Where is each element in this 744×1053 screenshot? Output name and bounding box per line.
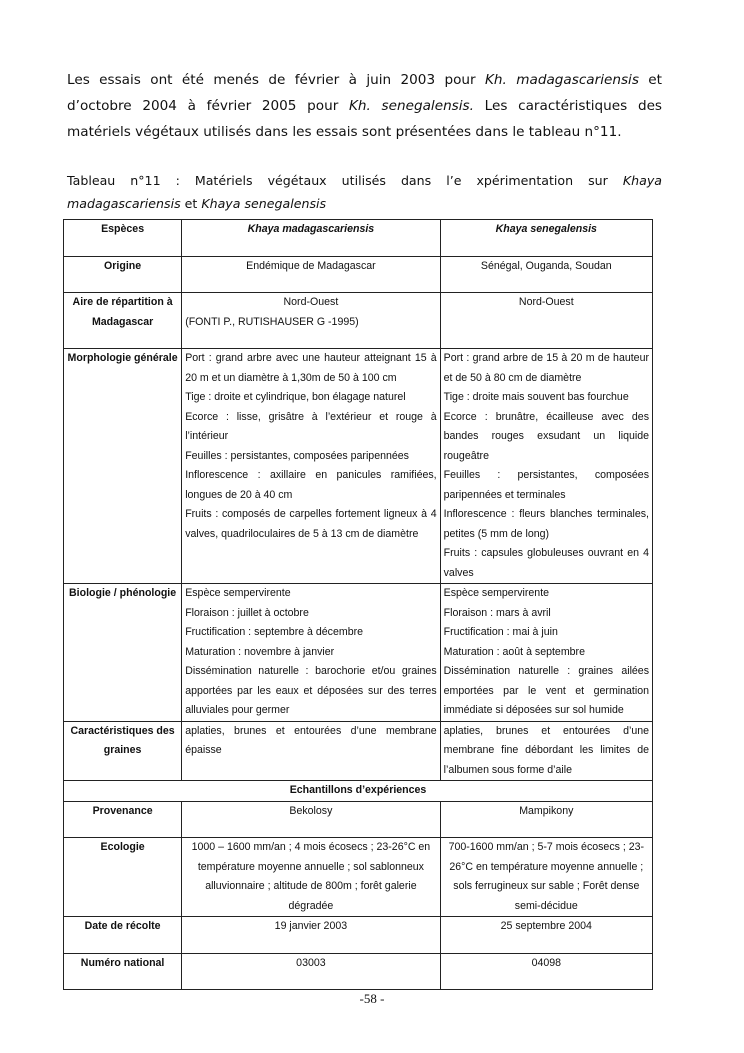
morph2-port: Port : grand arbre de 15 à 20 m de hauteur et de 50 à 80 cm de diamètre (443, 352, 649, 384)
row-morphologie (64, 349, 653, 584)
species-table (63, 219, 653, 990)
header-col2: Khaya senegalensis (440, 220, 652, 257)
bio2-dissemination: Dissémination naturelle : graines ailées emportées par le vent et germination immédiate si déposées sur sol humide (443, 665, 649, 716)
ecologie-col2: 700-1600 mm/an ; 5-7 mois écosecs ; 23-26°C en température moyenne annuelle ; sols ferrugineux sur sable ; Forêt dense semi-décidue (440, 838, 652, 917)
morph1-port: Port : grand arbre avec une hauteur atteignant 15 à 20 m et un diamètre à 1,30m de 50 à 100 cm (185, 352, 437, 384)
morph2-tige: Tige : droite mais souvent bas fourchue (443, 391, 629, 403)
section-title: Echantillons d’expériences (64, 781, 653, 802)
biologie-label: Biologie / phénologie (64, 584, 182, 722)
graines-col1: aplaties, brunes et entourées d’une membrane épaisse (182, 721, 440, 781)
morph1-inflorescence: Inflorescence : axillaire en panicules ramifiées, longues de 20 à 40 cm (185, 469, 437, 501)
caption-species-1: Khaya madagascariensis (67, 173, 662, 211)
biologie-col1 (182, 584, 440, 722)
aire-col1-value: Nord-Ouest (283, 296, 339, 308)
table-header-row (64, 220, 653, 257)
graines-col2: aplaties, brunes et entourées d’une membrane fine débordant les limites de l’albumen sous forme d’aile (440, 721, 652, 781)
provenance-col2: Mampikony (440, 801, 652, 838)
origine-col1: Endémique de Madagascar (182, 256, 440, 293)
bio1-fructification: Fructification : septembre à décembre (185, 626, 364, 638)
intro-text-2: et d’octobre 2004 à février 2005 pour (67, 72, 662, 114)
aire-col1-ref: (FONTI P., RUTISHAUSER G -1995) (185, 315, 359, 328)
row-recolte (64, 917, 653, 954)
morph1-feuilles: Feuilles : persistantes, composées paripennées (185, 449, 409, 462)
intro-text-3: Les caractéristiques des matériels végétaux utilisés dans les essais sont présentées dans le tableau n°11. (67, 98, 663, 140)
morph1-fruits: Fruits : composés de carpelles fortement ligneux à 4 valves, quadriloculaires de 5 à 13 cm de diamètre (185, 508, 437, 540)
numero-col2: 04098 (440, 953, 652, 990)
row-numero (64, 953, 653, 990)
morphologie-label: Morphologie générale (64, 349, 182, 584)
morph2-feuilles: Feuilles : persistantes, composées paripennées et terminales (443, 469, 649, 501)
provenance-label: Provenance (64, 801, 182, 838)
origine-col2: Sénégal, Ouganda, Soudan (440, 256, 652, 293)
row-ecologie (64, 838, 653, 917)
table-caption (67, 169, 662, 215)
bio2-fructification: Fructification : mai à juin (443, 626, 558, 638)
intro-paragraph (67, 67, 662, 145)
origine-label: Origine (64, 256, 182, 293)
row-section (64, 781, 653, 802)
graines-label: Caractéristiques des graines (64, 721, 182, 781)
bio1-dissemination: Dissémination naturelle : barochorie et/ou graines apportées par les eaux et déposées sur des terres alluviales pour germer (185, 665, 437, 716)
bio1-maturation: Maturation : novembre à janvier (185, 645, 335, 658)
ecologie-label: Ecologie (64, 838, 182, 917)
bio2-maturation: Maturation : août à septembre (443, 645, 585, 658)
bio1-espece: Espèce sempervirente (185, 587, 291, 599)
intro-species-2: Kh. senegalensis. (349, 98, 474, 114)
header-label: Espèces (64, 220, 182, 257)
row-biologie (64, 584, 653, 722)
aire-col1 (182, 293, 440, 349)
morph1-tige: Tige : droite et cylindrique, bon élagage naturel (185, 391, 406, 403)
morphologie-col2 (440, 349, 652, 584)
provenance-col1: Bekolosy (182, 801, 440, 838)
bio2-espece: Espèce sempervirente (443, 587, 550, 599)
row-graines (64, 721, 653, 781)
row-provenance (64, 801, 653, 838)
biologie-col2 (440, 584, 652, 722)
bio1-floraison: Floraison : juillet à octobre (185, 606, 309, 619)
morph2-inflorescence: Inflorescence : fleurs blanches terminales, petites (5 mm de long) (443, 508, 649, 540)
row-aire (64, 293, 653, 349)
numero-col1: 03003 (182, 953, 440, 990)
intro-species-1: Kh. madagascariensis (485, 72, 639, 88)
morph1-ecorce: Ecorce : lisse, grisâtre à l’extérieur et rouge à l’intérieur (185, 410, 437, 442)
caption-species-2: Khaya senegalensis (201, 196, 327, 211)
aire-col2: Nord-Ouest (440, 293, 652, 349)
morph2-ecorce: Ecorce : brunâtre, écailleuse avec des bandes rouges exsudant un liquide rougeâtre (443, 410, 649, 462)
recolte-label: Date de récolte (64, 917, 182, 954)
caption-mid: et (180, 196, 202, 211)
bio2-floraison: Floraison : mars à avril (443, 606, 551, 619)
recolte-col1: 19 janvier 2003 (182, 917, 440, 954)
morph2-fruits: Fruits : capsules globuleuses ouvrant en 4 valves (443, 547, 649, 579)
ecologie-col1: 1000 – 1600 mm/an ; 4 mois écosecs ; 23-26°C en température moyenne annuelle ; sol sablonneux alluvionnaire ; altitude de 800m ; forêt galerie dégradée (182, 838, 440, 917)
intro-text-1: Les essais ont été menés de février à juin 2003 pour (67, 72, 486, 88)
row-origine (64, 256, 653, 293)
page-number: -58 - (359, 991, 385, 1006)
caption-prefix: Tableau n°11 : Matériels végétaux utilisés dans l’e xpérimentation sur (67, 173, 623, 188)
morphologie-col1 (182, 349, 440, 584)
header-col1: Khaya madagascariensis (182, 220, 440, 257)
recolte-col2: 25 septembre 2004 (440, 917, 652, 954)
aire-label: Aire de répartition à Madagascar (64, 293, 182, 349)
numero-label: Numéro national (64, 953, 182, 990)
